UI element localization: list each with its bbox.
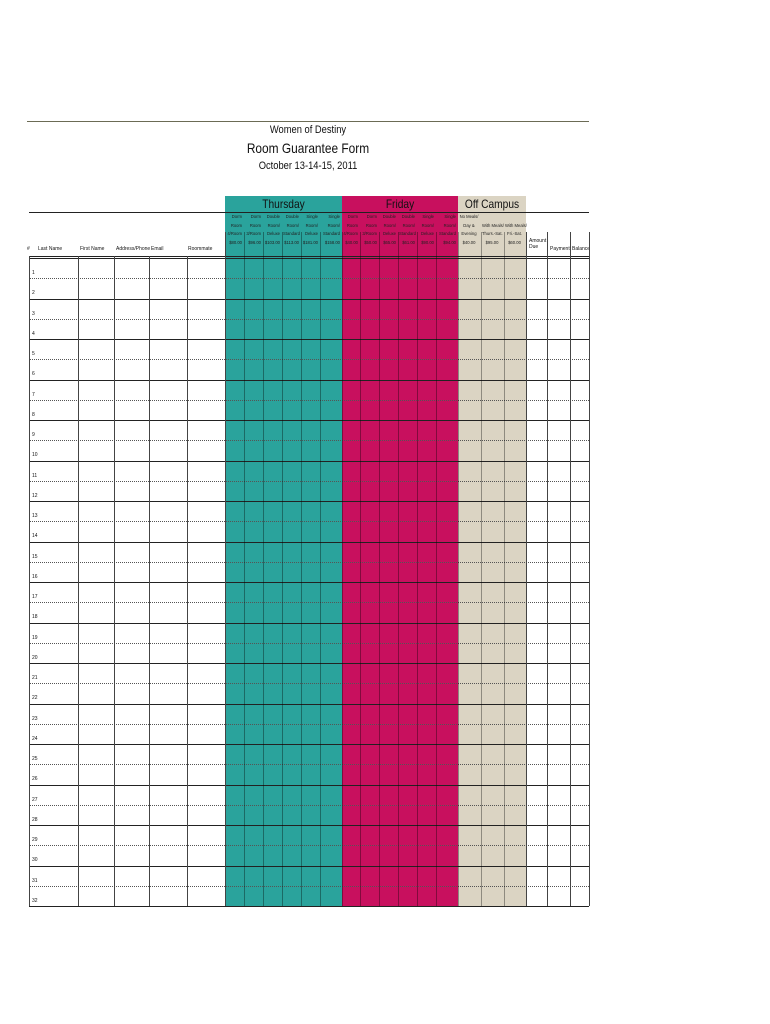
off-campus-option-line: With Meals/	[505, 222, 527, 228]
column-rule	[417, 232, 418, 906]
column-rule	[301, 232, 302, 906]
off-campus-option-line: Evening	[461, 231, 477, 236]
row-number: 15	[32, 553, 38, 560]
row-rule	[29, 339, 589, 340]
thursday-option-line: 4/Room	[227, 231, 242, 236]
row-number: 22	[32, 695, 38, 702]
row-rule	[29, 785, 589, 786]
column-rule	[225, 232, 226, 906]
column-rule	[360, 232, 361, 906]
friday-option-line: Room/	[421, 222, 434, 228]
off-campus-option-line: $40.00	[462, 239, 476, 245]
row-number: 23	[32, 715, 38, 722]
row-number: 20	[32, 654, 38, 661]
row-rule	[29, 501, 589, 502]
thursday-option-line: $96.00	[248, 239, 261, 245]
thursday-option-3	[264, 213, 280, 247]
off-campus-option-1	[459, 213, 479, 247]
friday-option-line: Room/	[402, 222, 415, 228]
row-rule	[29, 278, 589, 279]
friday-option-line: Dorm	[366, 214, 377, 219]
friday-option-line: Room	[346, 222, 358, 228]
row-rule	[29, 440, 589, 441]
friday-option-4	[399, 213, 415, 247]
row-rule	[29, 724, 589, 725]
off-campus-option-line: $60.00	[508, 239, 521, 245]
friday-option-line: $40.00	[345, 239, 358, 245]
group-title-friday: Friday	[385, 197, 415, 211]
friday-option-line: Double	[382, 214, 396, 219]
row-rule	[29, 461, 589, 462]
thursday-option-line: Room	[249, 222, 261, 228]
column-rule	[526, 232, 527, 906]
col-last-name-label: Last Name	[38, 246, 63, 252]
event-dates: October 13-14-15, 2011	[258, 160, 358, 172]
thursday-band	[225, 196, 342, 906]
row-rule	[29, 764, 589, 765]
col-num-label: #	[27, 246, 30, 252]
column-rule	[149, 256, 150, 906]
thursday-option-line: Room/	[305, 222, 318, 228]
friday-option-line: Single	[444, 214, 456, 219]
row-rule	[29, 420, 589, 421]
row-number: 28	[32, 816, 38, 823]
col-address-phone-label: Address/Phone	[116, 246, 151, 252]
thursday-option-line: Double	[285, 214, 299, 219]
thursday-option-line: $181.00	[302, 239, 318, 245]
row-rule	[29, 562, 589, 563]
row-rule	[29, 663, 589, 664]
thursday-option-line: Deluxe	[266, 231, 280, 236]
friday-option-line: Deluxe	[420, 231, 434, 236]
row-rule	[29, 825, 589, 826]
column-rule	[282, 232, 283, 906]
amount-due-line: Amount	[529, 238, 547, 244]
row-rule	[29, 623, 589, 624]
off-campus-option-line: No Meals/	[459, 214, 479, 219]
row-number: 27	[32, 796, 38, 803]
column-rule	[29, 256, 30, 906]
column-rule	[244, 232, 245, 906]
thursday-option-line: Double	[266, 214, 280, 219]
thursday-option-1	[226, 213, 242, 247]
row-number: 14	[32, 533, 38, 540]
off-campus-option-line: $95.00	[485, 239, 499, 245]
thursday-option-line: $103.00	[264, 239, 280, 245]
friday-option-line: $50.00	[364, 239, 377, 245]
thursday-option-line: $158.00	[324, 239, 340, 245]
friday-option-line: $65.00	[383, 239, 396, 245]
column-rule	[436, 232, 437, 906]
row-number: 26	[32, 776, 38, 783]
row-rule	[29, 805, 589, 806]
column-rule	[570, 232, 571, 906]
thursday-option-6	[321, 213, 340, 247]
friday-option-line: Room/	[443, 222, 456, 228]
friday-option-1	[343, 213, 358, 247]
row-rule	[29, 319, 589, 320]
row-rule	[29, 481, 589, 482]
thursday-option-4	[283, 213, 299, 247]
row-rule	[29, 258, 589, 259]
row-rule	[29, 845, 589, 846]
thursday-option-line: Single	[306, 214, 318, 219]
row-number: 9	[32, 432, 35, 438]
row-rule	[29, 906, 589, 907]
form-title: Room Guarantee Form	[246, 140, 370, 156]
thursday-option-line: Dorm	[250, 214, 261, 219]
row-number: 3	[32, 310, 35, 317]
row-number: 7	[32, 391, 35, 398]
friday-option-2	[361, 213, 377, 247]
off-campus-option-line: Thurs.-Sat.	[482, 231, 503, 236]
thursday-option-2	[245, 213, 261, 247]
header-bottom-rule	[29, 256, 589, 257]
off-campus-option-3	[505, 213, 527, 247]
thursday-option-5	[302, 213, 318, 247]
thursday-option-line: Room/	[267, 222, 280, 228]
thursday-option-line: Single	[328, 214, 340, 219]
row-rule	[29, 744, 589, 745]
friday-option-line: Double	[401, 214, 415, 219]
thursday-option-line: $80.00	[229, 239, 242, 245]
amount-due-line: Due	[529, 244, 539, 250]
off-campus-option-line: Fri.-Sat.	[507, 231, 522, 236]
row-number: 1	[32, 270, 35, 276]
row-number: 2	[32, 290, 35, 297]
row-rule	[29, 380, 589, 381]
row-number: 18	[32, 614, 38, 621]
column-rule	[481, 232, 482, 906]
thursday-option-line: Dorm	[231, 214, 242, 219]
row-number: 21	[32, 675, 38, 681]
row-rule	[29, 643, 589, 644]
col-first-name-label: First Name	[80, 246, 105, 252]
off-campus-band	[458, 196, 526, 906]
col-amount-due-label	[529, 238, 546, 250]
friday-option-line: Deluxe	[382, 231, 396, 236]
friday-option-6	[437, 213, 456, 247]
thursday-option-line: Room/	[286, 222, 299, 228]
column-rule	[379, 232, 380, 906]
thursday-option-line: 3/Room	[246, 231, 261, 236]
row-number: 32	[32, 897, 38, 904]
row-number: 10	[32, 452, 38, 459]
friday-option-5	[418, 213, 434, 247]
thursday-option-line: Room	[230, 222, 242, 228]
row-rule	[29, 359, 589, 360]
friday-option-line: Room	[365, 222, 377, 228]
column-rule	[114, 256, 115, 906]
row-number: 5	[32, 351, 35, 357]
group-title-thursday: Thursday	[262, 197, 305, 211]
friday-option-line: Standard	[399, 231, 416, 236]
off-campus-option-line: With Meals/	[482, 222, 504, 228]
row-number: 31	[32, 877, 38, 884]
friday-option-line: $61.00	[402, 239, 415, 245]
column-rule	[78, 256, 79, 906]
off-campus-option-line	[482, 213, 502, 222]
column-rule	[263, 232, 264, 906]
row-number: 24	[32, 735, 38, 742]
col-email-label: Email	[151, 246, 164, 252]
row-rule	[29, 521, 589, 522]
row-number: 13	[32, 513, 38, 519]
friday-option-line: 4/Room	[343, 231, 358, 236]
thursday-option-line: $113.00	[284, 239, 299, 245]
friday-option-line: Single	[422, 214, 434, 219]
friday-option-line: Standard	[439, 231, 456, 236]
column-rule	[398, 232, 399, 906]
row-number: 16	[32, 573, 38, 580]
off-campus-option-line: Day &	[463, 222, 475, 228]
row-number: 17	[32, 594, 38, 600]
row-number: 4	[32, 330, 35, 337]
friday-option-line: Dorm	[347, 214, 358, 219]
col-payment-label: Payment	[550, 246, 570, 252]
column-rule	[342, 232, 343, 906]
thursday-option-line: Room/	[327, 222, 340, 228]
row-rule	[29, 866, 589, 867]
off-campus-option-2	[482, 213, 502, 247]
column-rule	[547, 232, 548, 906]
col-roommate-label: Roommate	[188, 246, 213, 252]
row-number: 29	[32, 837, 38, 843]
row-number: 11	[32, 472, 38, 479]
row-rule	[29, 400, 589, 401]
row-rule	[29, 886, 589, 887]
thursday-option-line: Standard	[323, 231, 340, 236]
friday-option-3	[380, 213, 396, 247]
col-balance-label: Balance	[572, 246, 591, 252]
thursday-option-line: Standard	[283, 231, 300, 236]
row-rule	[29, 299, 589, 300]
friday-option-line: Room/	[383, 222, 396, 228]
column-rule	[320, 232, 321, 906]
row-number: 6	[32, 371, 35, 378]
row-rule	[29, 582, 589, 583]
row-rule	[29, 542, 589, 543]
friday-option-line: $94.00	[443, 239, 456, 245]
row-number: 12	[32, 492, 38, 499]
thursday-option-line: Deluxe	[304, 231, 318, 236]
group-title-off-campus: Off Campus	[464, 197, 520, 211]
column-rule	[589, 232, 590, 906]
column-rule	[458, 232, 459, 906]
friday-option-line: 3/Room	[362, 231, 377, 236]
row-number: 30	[32, 857, 38, 864]
row-rule	[29, 602, 589, 603]
org-name: Women of Destiny	[269, 124, 347, 136]
row-rule	[29, 704, 589, 705]
row-number: 8	[32, 411, 35, 418]
friday-option-line: $90.00	[421, 239, 434, 245]
row-number: 25	[32, 756, 38, 762]
row-number: 19	[32, 634, 38, 641]
column-rule	[504, 232, 505, 906]
row-rule	[29, 683, 589, 684]
column-rule	[187, 256, 188, 906]
top-rule	[27, 121, 589, 122]
off-campus-option-line	[505, 213, 524, 222]
